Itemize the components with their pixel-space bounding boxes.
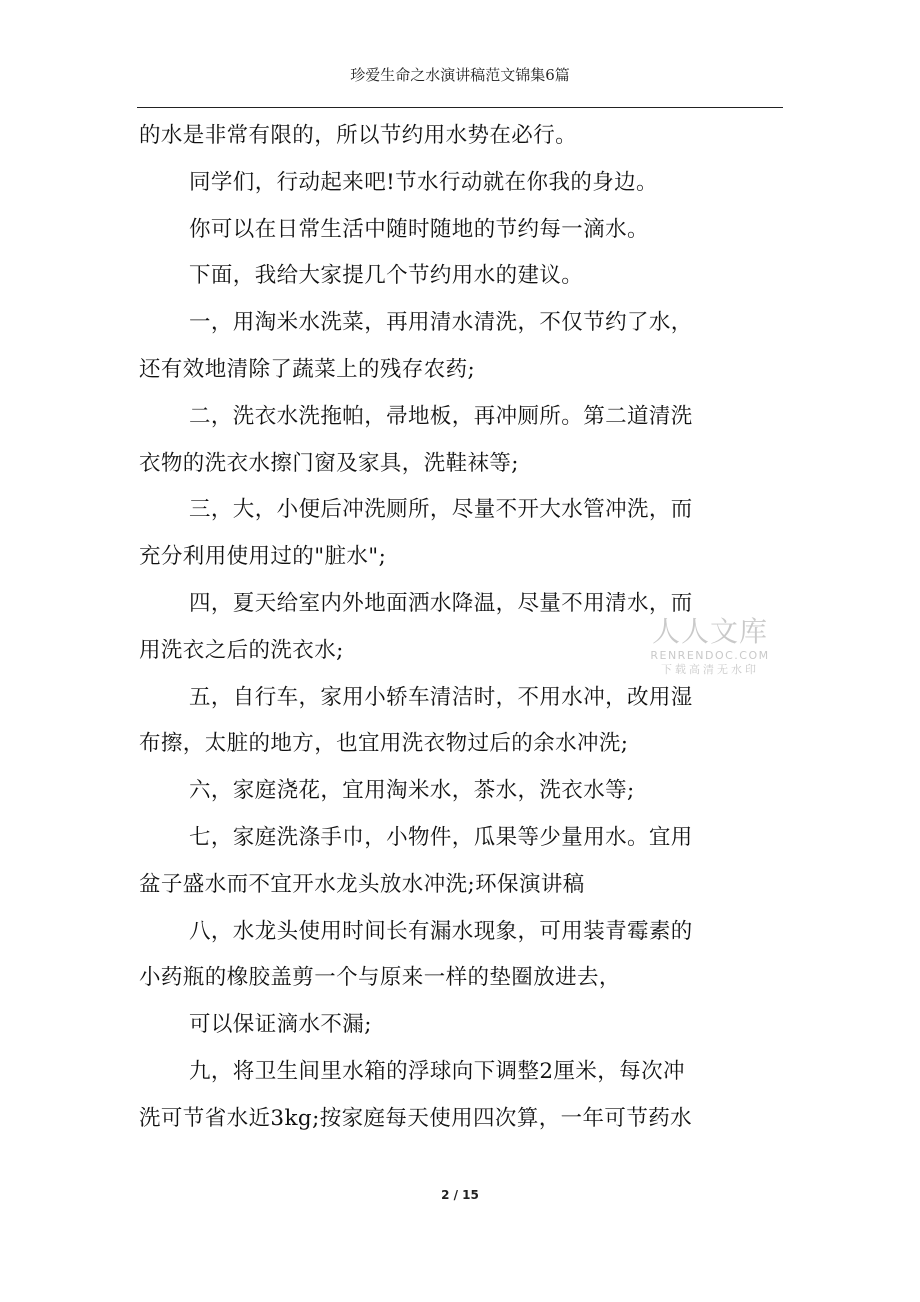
watermark [640,615,780,677]
text-line: 六，家庭浇花，宜用淘米水，茶水，洗衣水等; [189,778,635,804]
watermark-url: RENRENDOC.COM [650,649,770,662]
watermark-subtitle: 下载高清无水印 [661,663,759,676]
text-line: 三，大，小便后冲洗厕所，尽量不开大水管冲洗，而 [189,497,693,523]
text-line: 八，水龙头使用时间长有漏水现象，可用装青霉素的 [189,918,693,944]
text-line: 用洗衣之后的洗衣水; [139,637,344,663]
header-divider [137,107,783,108]
document-title: 珍爱生命之水演讲稿范文锦集6篇 [350,66,570,84]
text-line: 二，洗衣水洗拖帕，帚地板，再冲厕所。第二道清洗 [189,403,693,429]
page-number: 2 / 15 [441,1188,479,1202]
text-line: 可以保证滴水不漏; [189,1012,372,1038]
text-line: 你可以在日常生活中随时随地的节约每一滴水。 [189,216,649,242]
text-line: 盆子盛水而不宜开水龙头放水冲洗;环保演讲稿 [139,871,585,897]
text-line: 还有效地清除了蔬菜上的残存农药; [139,356,476,382]
text-line: 下面，我给大家提几个节约用水的建议。 [189,263,584,289]
text-line: 一，用淘米水洗菜，再用清水清洗，不仅节约了水， [189,310,693,336]
text-line: 四，夏天给室内外地面洒水降温，尽量不用清水，而 [189,590,693,616]
text-line: 充分利用使用过的"脏水"; [139,544,387,570]
text-line: 五，自行车，家用小轿车清洁时，不用水冲，改用湿 [189,684,693,710]
text-line: 小药瓶的橡胶盖剪一个与原来一样的垫圈放进去， [139,965,621,991]
text-line: 洗可节省水近3kg;按家庭每天使用四次算，一年可节药水 [139,1105,693,1131]
text-line: 的水是非常有限的，所以节约用水势在必行。 [139,123,578,148]
text-line: 布擦，太脏的地方，也宜用洗衣物过后的余水冲洗; [139,731,629,757]
text-line: 衣物的洗衣水擦门窗及家具，洗鞋袜等; [139,450,519,476]
text-line: 同学们，行动起来吧!节水行动就在你我的身边。 [189,169,658,195]
watermark-logo-text: 人人文库 [651,615,768,648]
text-line: 七，家庭洗涤手巾，小物件，瓜果等少量用水。宜用 [189,824,693,850]
text-line: 九，将卫生间里水箱的浮球向下调整2厘米，每次冲 [189,1058,685,1084]
